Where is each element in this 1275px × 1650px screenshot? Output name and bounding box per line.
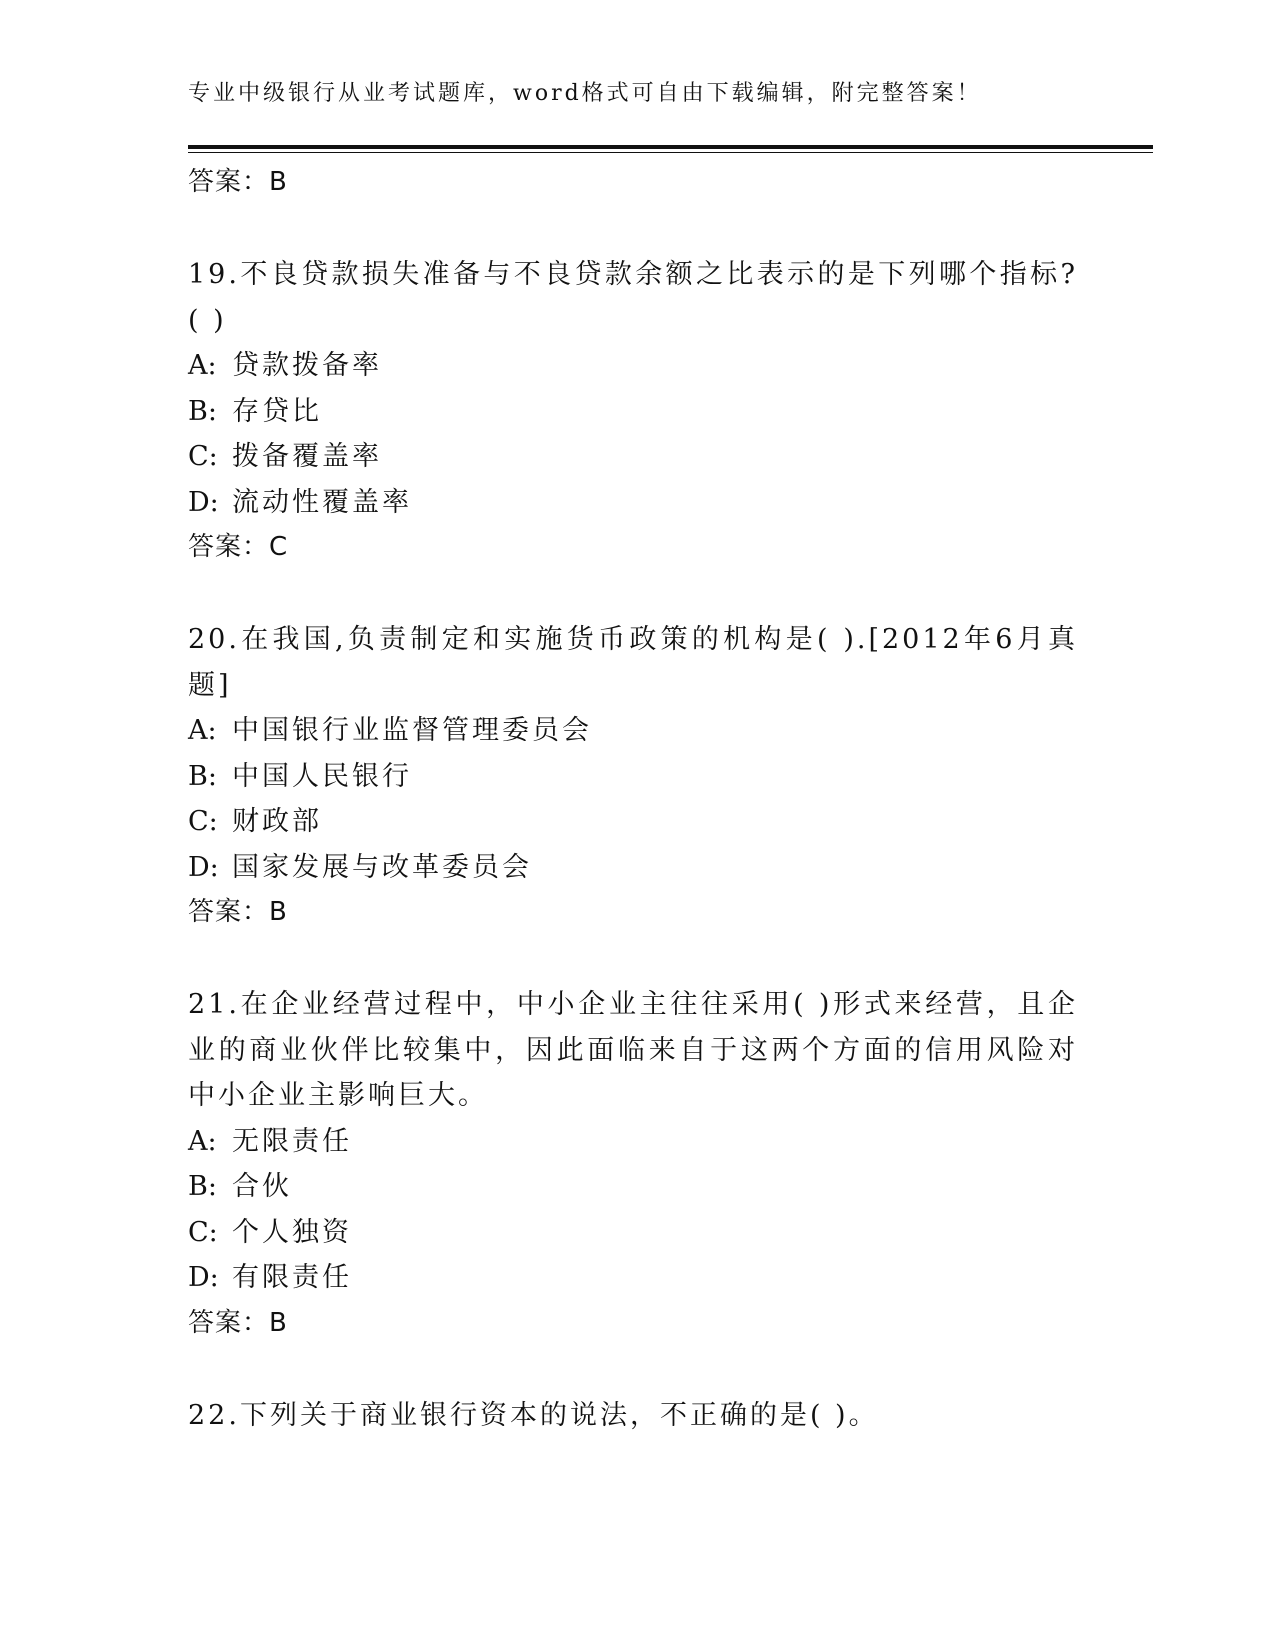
question-19 [188, 252, 1078, 569]
answer-line: 答案：B [188, 897, 288, 927]
option-key: A: [188, 1125, 217, 1157]
option-text: 财政部 [232, 806, 322, 837]
option-text: 无限责任 [232, 1125, 352, 1157]
option-text: 贷款拨备率 [232, 350, 382, 381]
option-d [188, 1255, 1078, 1301]
option-key: D: [188, 1262, 219, 1293]
option-b [188, 754, 1078, 800]
option-key: B: [188, 760, 217, 792]
spacer [188, 1345, 1078, 1393]
option-key: A: [188, 350, 217, 381]
option-text: 中国银行业监督管理委员会 [232, 715, 592, 746]
option-text: 拨备覆盖率 [232, 441, 382, 472]
option-text: 中国人民银行 [232, 760, 412, 792]
answer-line: 答案：B [188, 1307, 288, 1338]
spacer [188, 569, 1078, 617]
option-text: 合伙 [232, 1171, 292, 1202]
option-d [188, 480, 1078, 526]
option-key: B: [188, 1171, 217, 1202]
option-text: 个人独资 [232, 1216, 352, 1248]
option-key: D: [188, 486, 219, 518]
option-b [188, 1164, 1078, 1210]
answer-line: 答案：C [188, 532, 289, 562]
option-c [188, 434, 1078, 480]
option-text: 存贷比 [232, 395, 322, 427]
header-rule-thin [188, 152, 1153, 153]
option-key: D: [188, 851, 219, 883]
spacer [188, 204, 1078, 252]
question-stem: 21.在企业经营过程中，中小企业主往往采用( )形式来经营，且企业的商业伙伴比较集中，因此面临来自于这两个方面的信用风险对中小企业主影响巨大。 [188, 989, 1078, 1111]
question-20 [188, 617, 1078, 934]
option-key: C: [188, 806, 218, 837]
option-a [188, 1119, 1078, 1165]
option-b [188, 389, 1078, 435]
option-text: 国家发展与改革委员会 [232, 851, 532, 883]
question-21 [188, 982, 1078, 1345]
page-content [188, 156, 1078, 1438]
option-c [188, 799, 1078, 845]
option-key: B: [188, 395, 217, 427]
question-stem: 20.在我国,负责制定和实施货币政策的机构是( ).[2012年6月真题] [188, 624, 1078, 701]
option-key: C: [188, 1216, 218, 1248]
header-rule-thick [188, 145, 1153, 149]
question-stem: 22.下列关于商业银行资本的说法，不正确的是( )。 [188, 1399, 879, 1431]
option-d [188, 845, 1078, 891]
answer-line: 答案：B [188, 167, 288, 197]
page-header: 专业中级银行从业考试题库，word格式可自由下载编辑，附完整答案！ [188, 81, 982, 106]
option-text: 有限责任 [232, 1262, 352, 1293]
option-c [188, 1210, 1078, 1256]
option-key: A: [188, 715, 217, 746]
question-22 [188, 1393, 1078, 1439]
option-key: C: [188, 441, 218, 472]
spacer [188, 934, 1078, 982]
option-text: 流动性覆盖率 [232, 486, 412, 518]
option-a [188, 708, 1078, 754]
option-a [188, 343, 1078, 389]
question-stem: 19.不良贷款损失准备与不良贷款余额之比表示的是下列哪个指标?( ) [188, 259, 1078, 336]
